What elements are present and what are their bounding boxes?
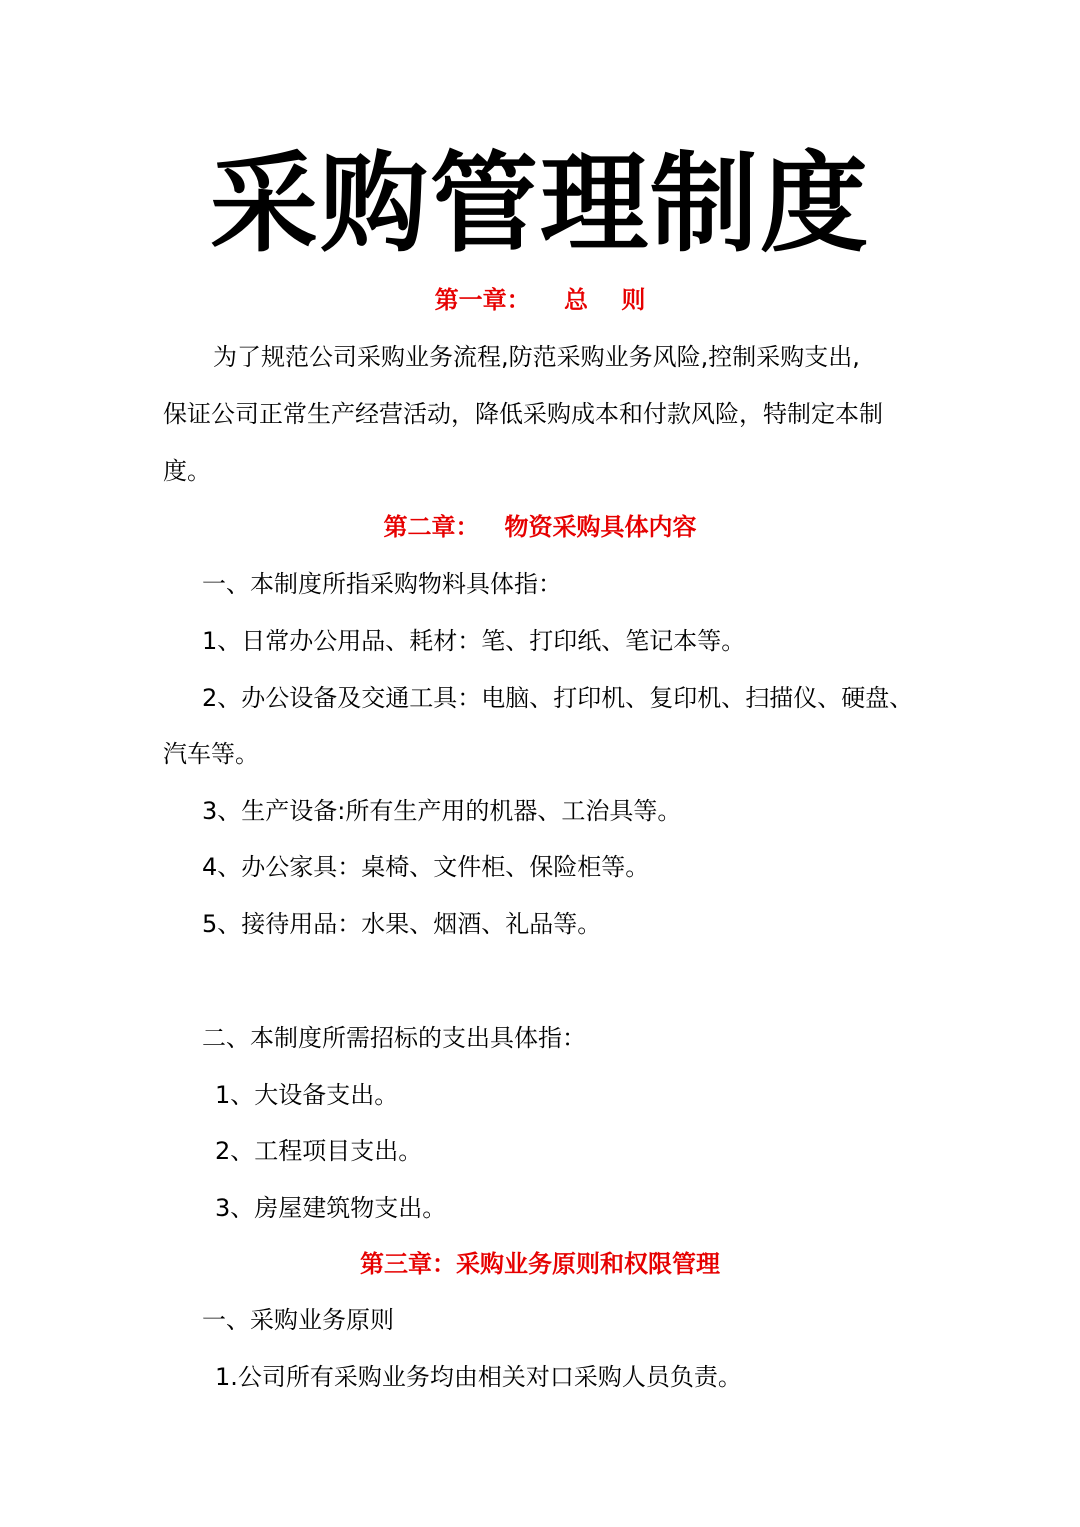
chapter-2-section-1-heading: 一、本制度所指采购物料具体指： <box>202 570 562 598</box>
chapter-1-heading: 第一章： 总 则 <box>434 286 646 314</box>
chapter-2-section-1-item-5: 5、接待用品：水果、烟酒、礼品等。 <box>202 910 602 938</box>
chapter-2-section-2-item-3: 3、房屋建筑物支出。 <box>215 1194 447 1222</box>
chapter-2-section-1-item-3: 3、生产设备:所有生产用的机器、工治具等。 <box>202 797 682 825</box>
chapter-1-paragraph-line-1: 为了规范公司采购业务流程,防范采购业务风险,控制采购支出, <box>213 343 860 371</box>
chapter-2-section-2-item-2: 2、工程项目支出。 <box>215 1137 423 1165</box>
chapter-2-section-1-item-1: 1、日常办公用品、耗材：笔、打印纸、笔记本等。 <box>202 627 746 655</box>
chapter-2-section-1-item-2-continued: 汽车等。 <box>163 740 259 768</box>
document-title: 采购管理制度 <box>209 142 870 267</box>
chapter-1-paragraph-line-3: 度。 <box>163 457 211 485</box>
chapter-2-section-2-heading: 二、本制度所需招标的支出具体指： <box>202 1024 586 1052</box>
chapter-2-section-2-item-1: 1、大设备支出。 <box>215 1081 399 1109</box>
chapter-3-section-1-heading: 一、采购业务原则 <box>202 1306 394 1334</box>
chapter-2-section-1-item-2: 2、办公设备及交通工具：电脑、打印机、复印机、扫描仪、硬盘、 <box>202 684 914 712</box>
chapter-3-section-1-item-1: 1.公司所有采购业务均由相关对口采购人员负责。 <box>215 1363 742 1391</box>
chapter-3-heading: 第三章：采购业务原则和权限管理 <box>360 1250 720 1278</box>
chapter-2-heading: 第二章： 物资采购具体内容 <box>383 513 697 541</box>
chapter-2-section-1-item-4: 4、办公家具：桌椅、文件柜、保险柜等。 <box>202 853 650 881</box>
chapter-1-paragraph-line-2: 保证公司正常生产经营活动，降低采购成本和付款风险，特制定本制 <box>163 400 883 428</box>
